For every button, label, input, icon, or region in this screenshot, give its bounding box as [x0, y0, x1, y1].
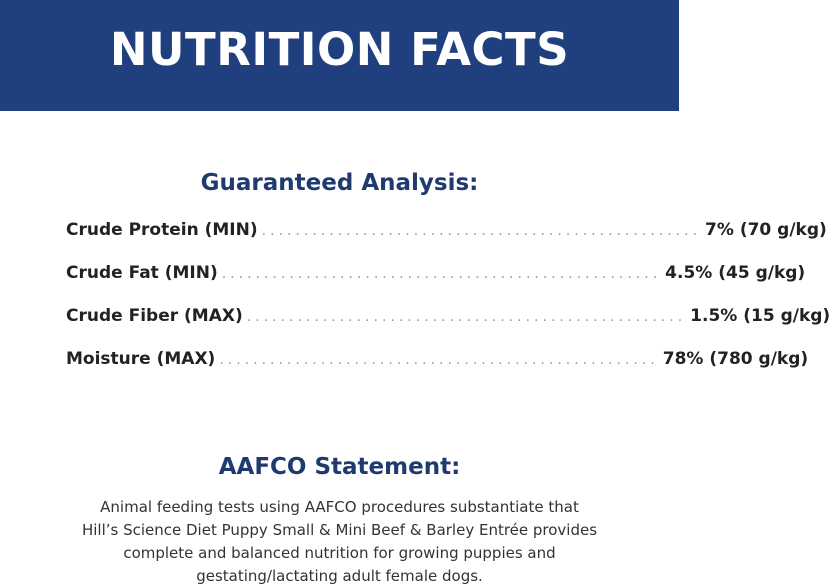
- dot-leader: ....................................................: [261, 223, 702, 239]
- analysis-value: 1.5% (15 g/kg): [690, 306, 830, 326]
- nutrition-facts-header: [0, 0, 679, 111]
- analysis-row-fiber: [66, 306, 830, 330]
- analysis-value: 78% (780 g/kg): [662, 349, 809, 369]
- analysis-label: Moisture (MAX): [66, 349, 216, 369]
- statement-line: Hill’s Science Diet Puppy Small & Mini Beef & Barley Entrée provides: [81, 521, 598, 539]
- aafco-statement-title: AAFCO Statement:: [218, 454, 461, 480]
- guaranteed-analysis-title: Guaranteed Analysis:: [200, 170, 479, 196]
- statement-line: Animal feeding tests using AAFCO procedures substantiate that: [100, 498, 579, 516]
- analysis-value: 7% (70 g/kg): [705, 220, 827, 240]
- analysis-label: Crude Fiber (MAX): [66, 306, 243, 326]
- analysis-row-moisture: [66, 349, 809, 373]
- aafco-statement-text: [60, 496, 619, 588]
- statement-line: gestating/lactating adult female dogs.: [196, 567, 483, 585]
- analysis-label: Crude Fat (MIN): [66, 263, 218, 283]
- dot-leader: ....................................................: [219, 352, 659, 368]
- analysis-value: 4.5% (45 g/kg): [665, 263, 806, 283]
- analysis-label: Crude Protein (MIN): [66, 220, 258, 240]
- page-title: NUTRITION FACTS: [109, 23, 570, 76]
- analysis-row-protein: [66, 220, 827, 244]
- analysis-row-fat: [66, 263, 806, 287]
- dot-leader: ....................................................: [221, 266, 662, 282]
- statement-line: complete and balanced nutrition for growing puppies and: [123, 544, 556, 562]
- dot-leader: ....................................................: [246, 309, 687, 325]
